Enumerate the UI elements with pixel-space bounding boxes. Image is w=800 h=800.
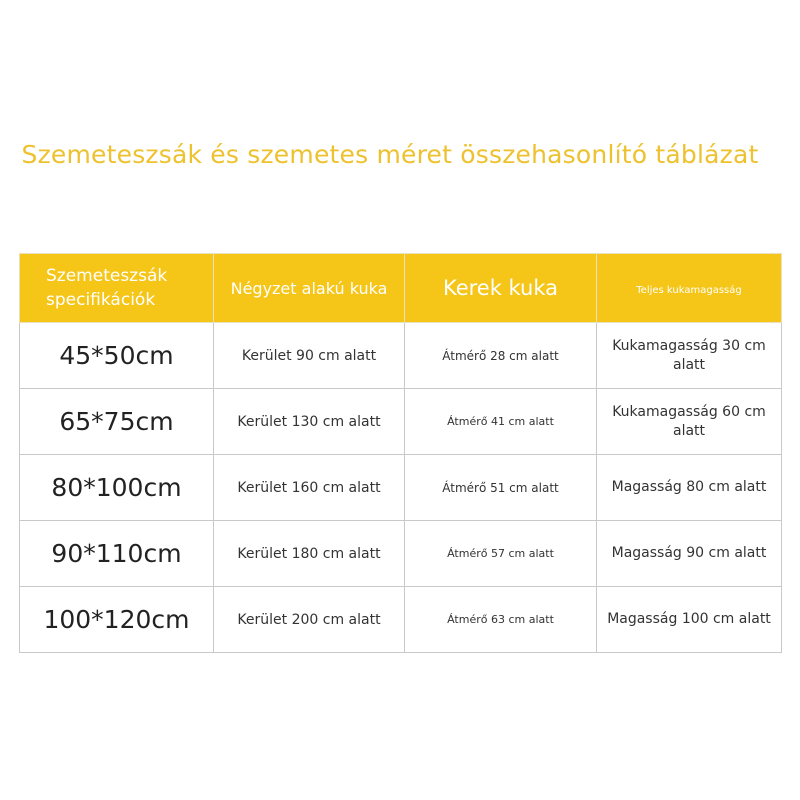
square-bin-cell: Kerület 130 cm alatt: [214, 389, 405, 455]
table-row: [20, 455, 782, 521]
table-row: [20, 389, 782, 455]
round-bin-cell: Átmérő 51 cm alatt: [405, 455, 597, 521]
bag-size-cell: 65*75cm: [20, 389, 214, 455]
page-title: Szemeteszsák és szemetes méret összehasonlító táblázat: [21, 140, 759, 169]
height-cell: Magasság 80 cm alatt: [597, 455, 782, 521]
table-header-row: [20, 254, 782, 323]
table-row: [20, 323, 782, 389]
height-cell: Kukamagasság 30 cm alatt: [597, 323, 782, 389]
round-bin-cell: Átmérő 41 cm alatt: [405, 389, 597, 455]
bag-size-cell: 45*50cm: [20, 323, 214, 389]
square-bin-cell: Kerület 200 cm alatt: [214, 587, 405, 653]
bag-size-cell: 80*100cm: [20, 455, 214, 521]
header-total-height: Teljes kukamagasság: [597, 254, 782, 323]
round-bin-cell: Átmérő 57 cm alatt: [405, 521, 597, 587]
bag-size-cell: 100*120cm: [20, 587, 214, 653]
round-bin-cell: Átmérő 63 cm alatt: [405, 587, 597, 653]
height-cell: Magasság 100 cm alatt: [597, 587, 782, 653]
comparison-table: [19, 253, 782, 653]
square-bin-cell: Kerület 90 cm alatt: [214, 323, 405, 389]
header-round-bin: Kerek kuka: [405, 254, 597, 323]
square-bin-cell: Kerület 180 cm alatt: [214, 521, 405, 587]
table-row: [20, 521, 782, 587]
header-bag-spec: Szemeteszsák specifikációk: [20, 254, 214, 323]
bag-size-cell: 90*110cm: [20, 521, 214, 587]
height-cell: Kukamagasság 60 cm alatt: [597, 389, 782, 455]
square-bin-cell: Kerület 160 cm alatt: [214, 455, 405, 521]
height-cell: Magasság 90 cm alatt: [597, 521, 782, 587]
table-row: [20, 587, 782, 653]
header-square-bin: Négyzet alakú kuka: [214, 254, 405, 323]
round-bin-cell: Átmérő 28 cm alatt: [405, 323, 597, 389]
